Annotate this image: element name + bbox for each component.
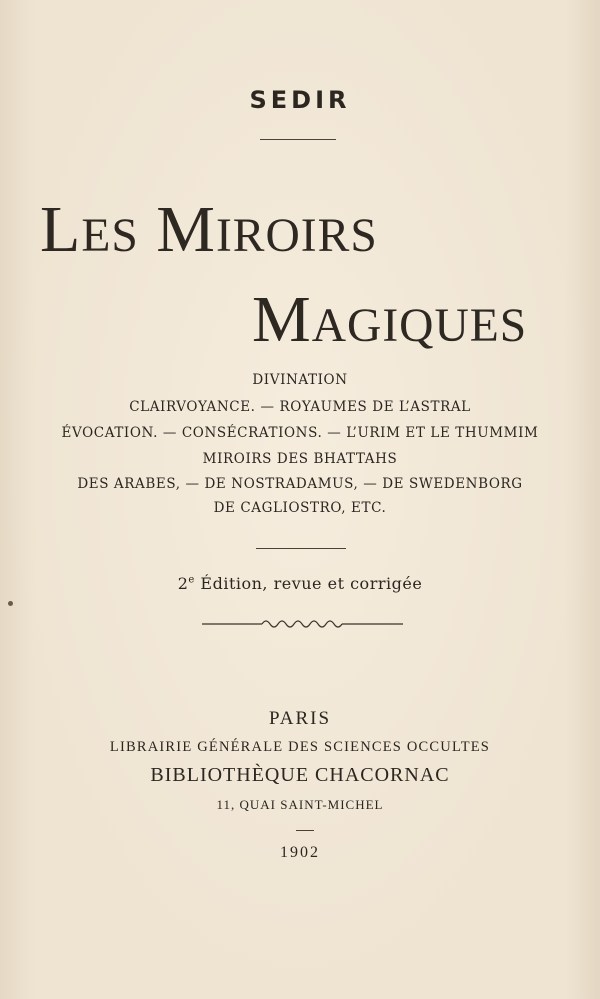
edition-text: Édition, revue et corrigée [194, 574, 423, 593]
ornamental-rule [200, 616, 405, 630]
imprint-publisher-name: BIBLIOTHÈQUE CHACORNAC [150, 764, 450, 786]
title-initial-m2: M [252, 283, 312, 356]
paper-blemish [8, 601, 13, 606]
title-small-caps-iroirs: IROIRS [215, 210, 378, 262]
subtitle-line-5: DES ARABES, — DE NOSTRADAMUS, — DE SWEDENBORG [77, 476, 523, 492]
title-initial-l: L [40, 193, 82, 266]
imprint-publisher-line: LIBRAIRIE GÉNÉRALE DES SCIENCES OCCULTES [109, 739, 491, 755]
imprint-rule [296, 830, 314, 831]
imprint-year: 1902 [280, 844, 320, 861]
edition-statement [0, 574, 600, 593]
subtitle-line-4: MIROIRS DES BHATTAHS [202, 451, 398, 467]
title-small-caps-es: ES [81, 210, 139, 262]
author-name: SEDIR [249, 86, 351, 114]
title-small-caps-agiques: AGIQUES [311, 300, 528, 352]
title-line-2 [252, 282, 527, 358]
subtitle-line-1: DIVINATION [252, 372, 348, 388]
subtitle-rule [256, 548, 346, 549]
edition-number: 2 [177, 574, 189, 593]
title-initial-m: M [156, 193, 216, 266]
subtitle-line-6: DE CAGLIOSTRO, ETC. [213, 500, 387, 516]
imprint-address: 11, QUAI SAINT-MICHEL [216, 797, 384, 812]
edition-superscript: e [188, 574, 195, 586]
subtitle-line-2: CLAIRVOYANCE. — ROYAUMES DE L’ASTRAL [129, 399, 471, 415]
subtitle-line-3: ÉVOCATION. — CONSÉCRATIONS. — L’URIM ET LE THUMMIM [61, 425, 539, 441]
imprint-city: PARIS [268, 708, 332, 729]
author-rule [260, 139, 336, 140]
title-line-1 [40, 192, 378, 268]
